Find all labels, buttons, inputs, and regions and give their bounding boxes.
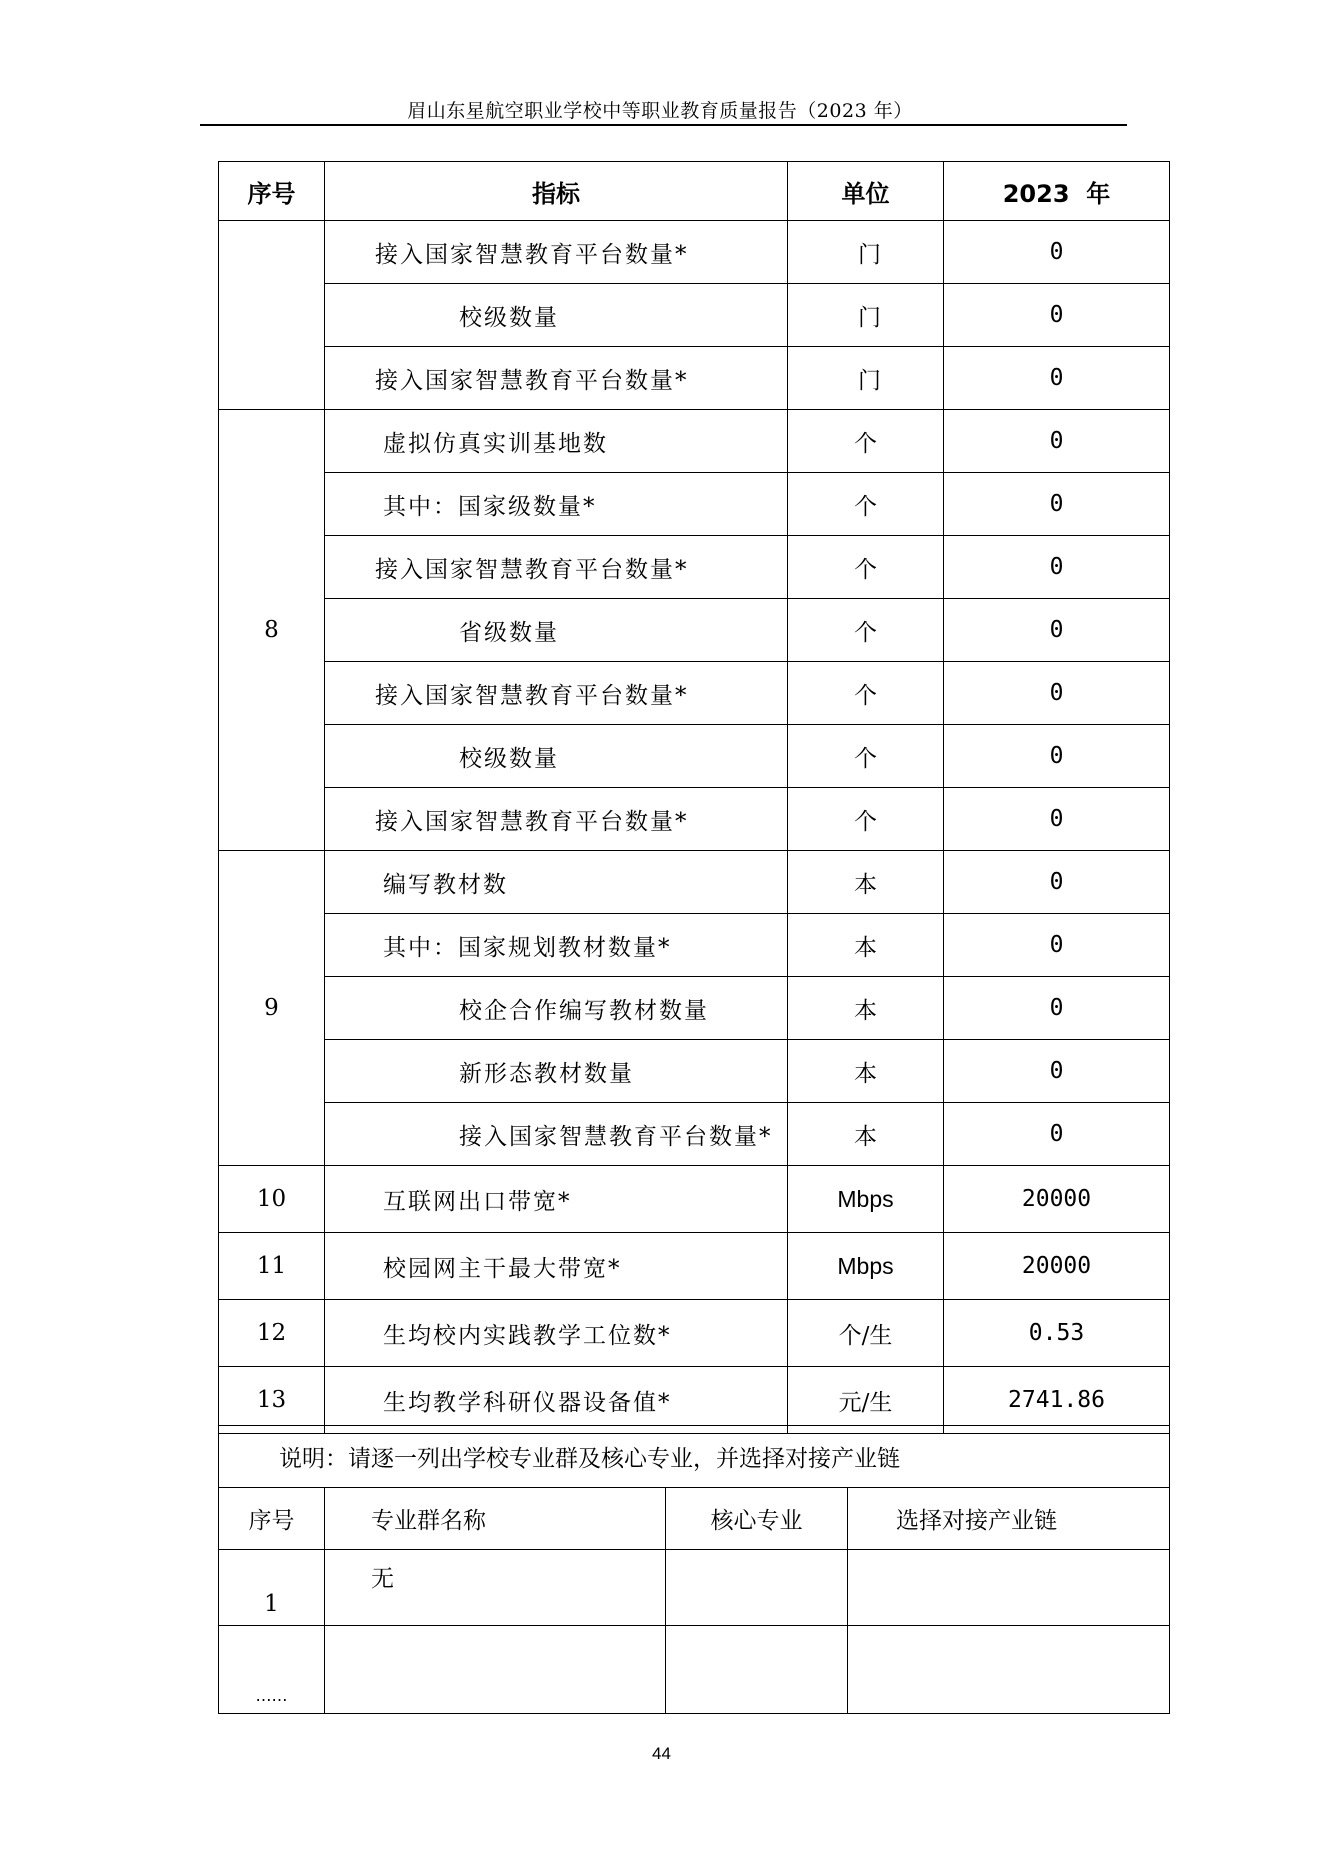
unit-cell: 个/生: [788, 1300, 944, 1367]
table-row: [219, 788, 1170, 851]
unit-cell: 元/生: [788, 1367, 944, 1434]
core-major-cell: [666, 1626, 848, 1714]
value-cell: 0: [944, 347, 1170, 410]
indicator-cell: 互联网出口带宽*: [325, 1166, 788, 1233]
seq-cell: 8: [219, 410, 325, 851]
table-header-row: [219, 162, 1170, 221]
table-row: [219, 662, 1170, 725]
header-seq: 序号: [219, 1488, 325, 1550]
table-row: [219, 347, 1170, 410]
unit-cell: 本: [788, 977, 944, 1040]
table-row: [219, 914, 1170, 977]
header-seq: 序号: [219, 162, 325, 221]
table-row: [219, 1103, 1170, 1166]
unit-cell: Mbps: [788, 1166, 944, 1233]
indicator-cell: 接入国家智慧教育平台数量*: [325, 1103, 788, 1166]
unit-cell: 门: [788, 221, 944, 284]
value-cell: 20000: [944, 1233, 1170, 1300]
table-note: 说明：请逐一列出学校专业群及核心专业，并选择对接产业链: [219, 1426, 1170, 1488]
table-row: [219, 977, 1170, 1040]
unit-cell: 本: [788, 851, 944, 914]
header-rule: [200, 124, 1127, 126]
unit-cell: 个: [788, 536, 944, 599]
industry-chain-cell: [848, 1626, 1170, 1714]
value-cell: 0: [944, 662, 1170, 725]
header-group-name: 专业群名称: [325, 1488, 666, 1550]
value-cell: 0: [944, 1040, 1170, 1103]
table-row: [219, 473, 1170, 536]
header-year: 2023 年: [944, 162, 1170, 221]
unit-cell: 个: [788, 725, 944, 788]
table-row: [219, 1550, 1170, 1626]
indicator-cell: 生均校内实践教学工位数*: [325, 1300, 788, 1367]
indicator-cell: 虚拟仿真实训基地数: [325, 410, 788, 473]
unit-cell: 个: [788, 788, 944, 851]
unit-cell: 本: [788, 1040, 944, 1103]
indicator-cell: 接入国家智慧教育平台数量*: [325, 662, 788, 725]
seq-cell: 9: [219, 851, 325, 1166]
unit-cell: Mbps: [788, 1233, 944, 1300]
table-row: [219, 284, 1170, 347]
seq-cell: 1: [219, 1550, 325, 1626]
table-row: [219, 221, 1170, 284]
seq-cell: 13: [219, 1367, 325, 1434]
indicator-cell: 省级数量: [325, 599, 788, 662]
value-cell: 0.53: [944, 1300, 1170, 1367]
table-row: [219, 1367, 1170, 1434]
table-row: [219, 599, 1170, 662]
header-core-major: 核心专业: [666, 1488, 848, 1550]
header-unit: 单位: [788, 162, 944, 221]
value-cell: 0: [944, 851, 1170, 914]
table-row: [219, 536, 1170, 599]
unit-cell: 门: [788, 284, 944, 347]
value-cell: 0: [944, 599, 1170, 662]
header-industry-chain: 选择对接产业链: [848, 1488, 1170, 1550]
value-cell: 0: [944, 410, 1170, 473]
major-group-table: [218, 1425, 1170, 1714]
group-name-cell: [325, 1626, 666, 1714]
indicator-cell: 校级数量: [325, 284, 788, 347]
table-row: [219, 851, 1170, 914]
indicator-cell: 校级数量: [325, 725, 788, 788]
table-row: [219, 1626, 1170, 1714]
table-row: [219, 725, 1170, 788]
unit-cell: 个: [788, 599, 944, 662]
value-cell: 0: [944, 914, 1170, 977]
core-major-cell: [666, 1550, 848, 1626]
unit-cell: 个: [788, 662, 944, 725]
indicator-cell: 校园网主干最大带宽*: [325, 1233, 788, 1300]
value-cell: 0: [944, 788, 1170, 851]
indicator-cell: 编写教材数: [325, 851, 788, 914]
value-cell: 0: [944, 725, 1170, 788]
indicator-cell: 生均教学科研仪器设备值*: [325, 1367, 788, 1434]
table-row: [219, 1233, 1170, 1300]
indicator-cell: 校企合作编写教材数量: [325, 977, 788, 1040]
unit-cell: 本: [788, 914, 944, 977]
seq-cell: [219, 221, 325, 410]
value-cell: 2741.86: [944, 1367, 1170, 1434]
unit-cell: 个: [788, 473, 944, 536]
value-cell: 0: [944, 1103, 1170, 1166]
table-row: [219, 1040, 1170, 1103]
indicator-cell: 接入国家智慧教育平台数量*: [325, 788, 788, 851]
seq-cell: 12: [219, 1300, 325, 1367]
value-cell: 0: [944, 221, 1170, 284]
unit-cell: 本: [788, 1103, 944, 1166]
indicator-cell: 接入国家智慧教育平台数量*: [325, 221, 788, 284]
header-indicator: 指标: [325, 162, 788, 221]
value-cell: 0: [944, 473, 1170, 536]
table-row: [219, 1166, 1170, 1233]
unit-cell: 门: [788, 347, 944, 410]
group-header-row: [219, 1488, 1170, 1550]
value-cell: 0: [944, 536, 1170, 599]
indicator-cell: 接入国家智慧教育平台数量*: [325, 347, 788, 410]
value-cell: 0: [944, 284, 1170, 347]
indicator-cell: 其中：国家级数量*: [325, 473, 788, 536]
report-header-title: 眉山东星航空职业学校中等职业教育质量报告（2023 年）: [407, 100, 913, 122]
indicator-cell: 新形态教材数量: [325, 1040, 788, 1103]
page-number: 44: [652, 1744, 671, 1763]
seq-cell: 11: [219, 1233, 325, 1300]
value-cell: 20000: [944, 1166, 1170, 1233]
indicator-cell: 其中：国家规划教材数量*: [325, 914, 788, 977]
seq-cell: ……: [219, 1626, 325, 1714]
table-row: [219, 1300, 1170, 1367]
group-name-cell: 无: [325, 1550, 666, 1626]
unit-cell: 个: [788, 410, 944, 473]
table-row: [219, 410, 1170, 473]
indicator-table: [218, 161, 1170, 1434]
note-row: [219, 1426, 1170, 1488]
industry-chain-cell: [848, 1550, 1170, 1626]
value-cell: 0: [944, 977, 1170, 1040]
indicator-cell: 接入国家智慧教育平台数量*: [325, 536, 788, 599]
seq-cell: 10: [219, 1166, 325, 1233]
